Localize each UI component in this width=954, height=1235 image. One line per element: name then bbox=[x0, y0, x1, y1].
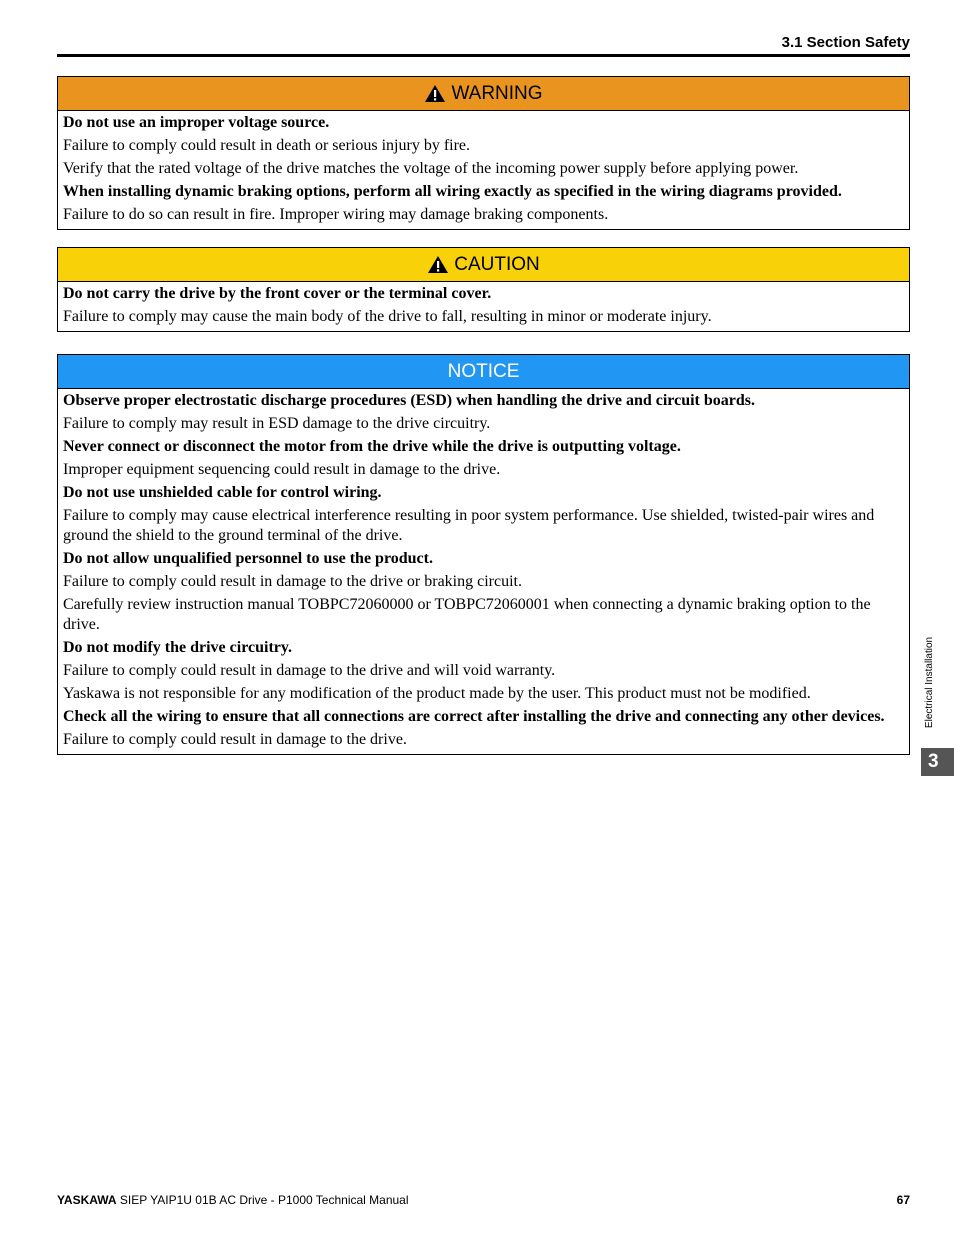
instruction-text: Failure to do so can result in fire. Improper wiring may damage braking components. bbox=[63, 206, 609, 223]
warning-body bbox=[58, 111, 909, 229]
instruction-heading: Do not use unshielded cable for control wiring. bbox=[63, 484, 382, 501]
instruction-text: Verify that the rated voltage of the drive matches the voltage of the incoming power supply before applying power. bbox=[63, 160, 799, 177]
side-section-label bbox=[923, 627, 937, 737]
instruction-text: Failure to comply could result in damage to the drive or braking circuit. bbox=[63, 573, 522, 590]
section-header bbox=[57, 34, 910, 57]
footer-manual-title: SIEP YAIP1U 01B AC Drive - P1000 Technical Manual bbox=[116, 1193, 409, 1207]
instruction-heading: Do not use an improper voltage source. bbox=[63, 114, 330, 131]
caution-title: CAUTION bbox=[454, 253, 540, 275]
caution-body bbox=[58, 282, 909, 331]
instruction-heading: Do not modify the drive circuitry. bbox=[63, 639, 293, 656]
instruction-text: Yaskawa is not responsible for any modification of the product made by the user. This product must not be modified. bbox=[63, 685, 811, 702]
notice-body bbox=[58, 389, 909, 754]
instruction-text: Failure to comply could result in death or serious injury by fire. bbox=[63, 137, 471, 154]
instruction-text: Failure to comply may cause electrical interference resulting in poor system performance. Use shielded, twisted-pair wires and ground the shield to the ground terminal of the drive. bbox=[63, 507, 875, 544]
section-title: 3.1 Section Safety bbox=[781, 34, 910, 51]
notice-box bbox=[57, 354, 910, 755]
warning-title: WARNING bbox=[451, 82, 543, 104]
instruction-heading: Check all the wiring to ensure that all connections are correct after installing the drive and connecting any other devices. bbox=[63, 708, 885, 725]
caution-header bbox=[58, 248, 909, 282]
page-number: 67 bbox=[896, 1193, 910, 1207]
caution-box bbox=[57, 247, 910, 332]
warning-header bbox=[58, 77, 909, 111]
notice-title: NOTICE bbox=[447, 360, 520, 382]
warning-triangle-icon bbox=[427, 255, 449, 274]
instruction-heading: Do not allow unqualified personnel to use the product. bbox=[63, 550, 433, 567]
chapter-tab: 3 bbox=[921, 748, 954, 776]
instruction-text: Carefully review instruction manual TOBPC72060000 or TOBPC72060001 when connecting a dynamic braking option to the drive. bbox=[63, 596, 871, 633]
instruction-text: Failure to comply could result in damage to the drive. bbox=[63, 731, 407, 748]
footer-brand: YASKAWA bbox=[57, 1193, 117, 1207]
instruction-heading: Do not carry the drive by the front cover or the terminal cover. bbox=[63, 285, 492, 302]
instruction-heading: When installing dynamic braking options, perform all wiring exactly as specified in the wiring diagrams provided. bbox=[63, 183, 842, 200]
instruction-text: Failure to comply may cause the main body of the drive to fall, resulting in minor or moderate injury. bbox=[63, 308, 712, 325]
instruction-heading: Never connect or disconnect the motor from the drive while the drive is outputting voltage. bbox=[63, 438, 681, 455]
instruction-text: Failure to comply could result in damage to the drive and will void warranty. bbox=[63, 662, 556, 679]
instruction-text: Failure to comply may result in ESD damage to the drive circuitry. bbox=[63, 415, 491, 432]
instruction-heading: Observe proper electrostatic discharge procedures (ESD) when handling the drive and circuit boards. bbox=[63, 392, 755, 409]
warning-triangle-icon bbox=[424, 84, 446, 103]
instruction-text: Improper equipment sequencing could result in damage to the drive. bbox=[63, 461, 501, 478]
notice-header bbox=[58, 355, 909, 389]
footer bbox=[57, 1193, 910, 1207]
side-section-label-text: Electrical Installation bbox=[924, 636, 936, 728]
warning-box bbox=[57, 76, 910, 230]
